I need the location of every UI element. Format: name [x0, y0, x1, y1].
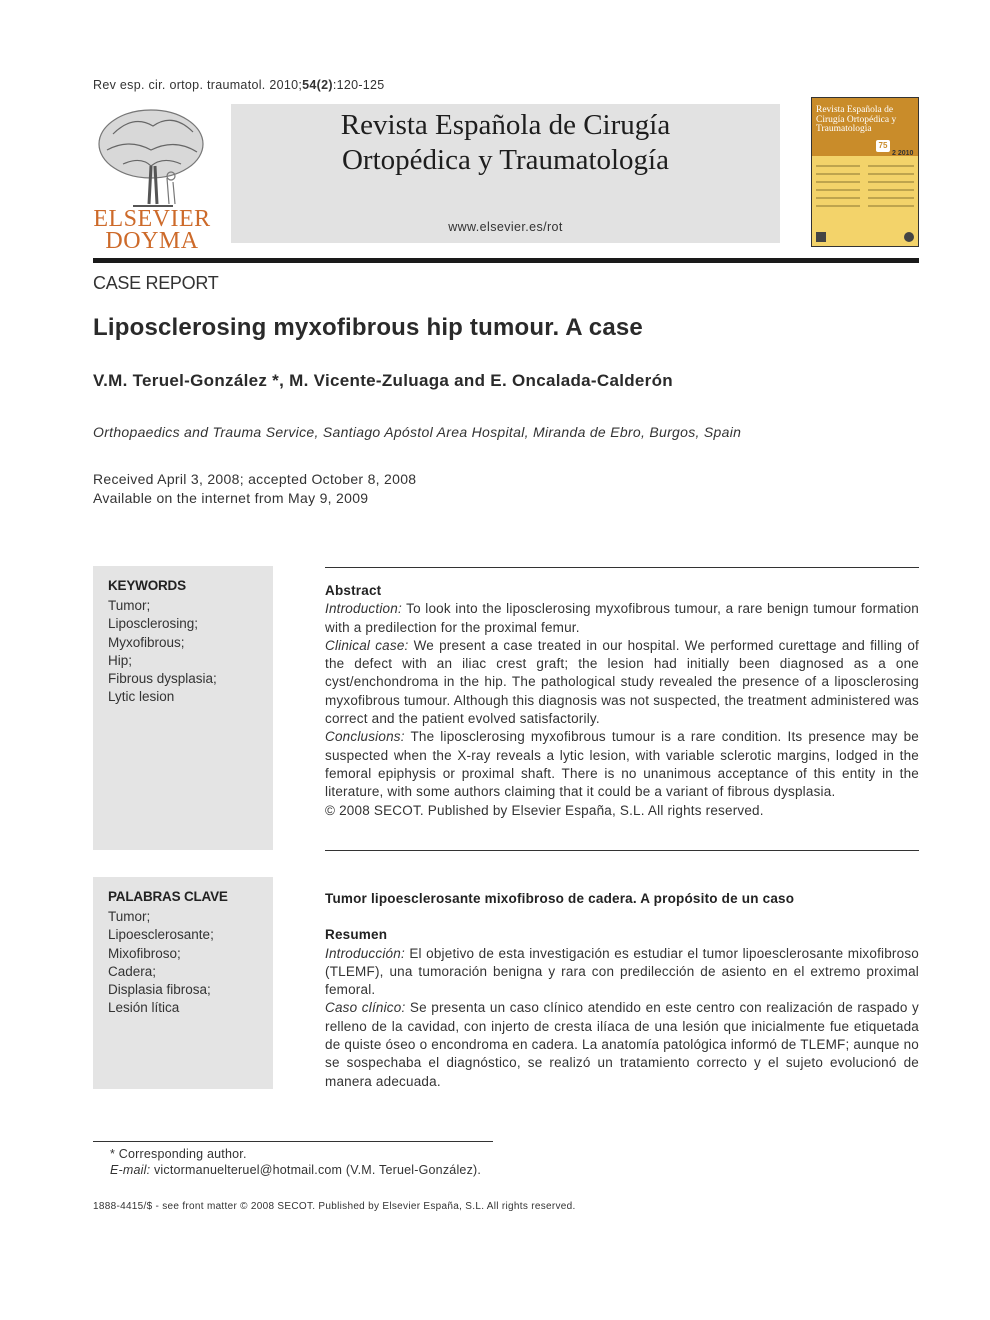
resumen-heading: Resumen [325, 927, 388, 943]
palabra-item: Displasia fibrosa; [108, 982, 211, 998]
journal-banner [231, 104, 780, 243]
cover-logo-right-icon [904, 232, 914, 242]
section-label: CASE REPORT [93, 273, 219, 293]
palabra-item: Lesión lítica [108, 1000, 180, 1016]
cover-logo-left-icon [816, 232, 826, 242]
keywords-heading: KEYWORDS [108, 578, 186, 593]
cover-header [812, 98, 918, 156]
cover-title: Revista Española de Cirugía Ortopédica y Traumatología [816, 105, 897, 134]
corresponding-email: E-mail: victormanuelteruel@hotmail.com (V.M. Teruel-González). [110, 1163, 482, 1177]
journal-title: Revista Española de Cirugía Ortopédica y Traumatología [340, 109, 671, 176]
footnote [110, 1146, 481, 1178]
resumen [325, 890, 919, 1091]
corresponding-author-note: * Corresponding author. [110, 1147, 247, 1161]
available-date: Available on the internet from May 9, 2009 [93, 490, 369, 506]
cover-contents-lines [816, 162, 916, 232]
keywords-box [93, 566, 273, 850]
abstract [325, 582, 919, 820]
received-date: Received April 3, 2008; accepted October 8, 2008 [93, 471, 417, 487]
abstract-top-rule [325, 567, 919, 568]
palabras-clave-heading: PALABRAS CLAVE [108, 889, 228, 904]
article-dates [93, 470, 416, 508]
elsevier-logo [93, 104, 211, 254]
header-rule [93, 258, 919, 263]
tree-icon [93, 104, 211, 216]
keyword-item: Tumor; [108, 598, 151, 613]
abstract-conclusions: Conclusions: The liposclerosing myxofibrous tumour is a rare condition. Its presence may be suspected when the X-ray reveals a lytic lesion, with variable sclerotic margins, lodged in the femoral epiphysis or proximal shaft. There is no unanimous acceptance of this entity in the literature, with some authors claiming that it could be a variant of fibrous dysplasia. [325, 729, 919, 800]
palabra-item: Lipoesclerosante; [108, 927, 214, 943]
abstract-introduction: Introduction: To look into the liposclerosing myxofibrous tumour, a rare benign tumour formation with a predilection for the proximal femur. [325, 601, 919, 635]
journal-cover-thumbnail [811, 97, 919, 247]
issn-line: 1888-4415/$ - see front matter © 2008 SECOT. Published by Elsevier España, S.L. All rights reserved. [93, 1201, 576, 1212]
keyword-item: Lytic lesion [108, 689, 175, 705]
cover-badge: 75 [876, 140, 890, 152]
keywords-list [108, 597, 217, 707]
palabra-item: Cadera; [108, 963, 157, 979]
palabra-item: Tumor; [108, 909, 151, 924]
resumen-introduccion: Introducción: El objetivo de esta investigación es estudiar el tumor lipoesclerosante mixofibroso (TLEMF), una tumoración benigna y rara con predilección de asiento en el extremo proximal femoral. [325, 945, 919, 998]
logo-text-elsevier: ELSEVIER [93, 206, 211, 232]
abstract-copyright: © 2008 SECOT. Published by Elsevier España, S.L. All rights reserved. [325, 802, 764, 818]
footnote-rule [93, 1141, 493, 1142]
keyword-item: Myxofibrous; [108, 634, 185, 650]
palabras-clave-list [108, 908, 214, 1018]
keyword-item: Hip; [108, 652, 133, 668]
cover-issue: 2 2010 [892, 150, 914, 157]
abstract-bottom-rule [325, 850, 919, 851]
abstract-clinical-case: Clinical case: We present a case treated in our hospital. We performed curettage and filling of the defect with an iliac crest graft; the lesion had initially been diagnosed as a one cyst/enchondroma in the hip. The pathological study revealed the presence of a liposclerosing myxofibrous tumour. Although this diagnosis was not suspected, the treatment administered was correct and the patient evolved satisfactorily. [325, 637, 919, 727]
resumen-caso-clinico: Caso clínico: Se presenta un caso clínico atendido en este centro con realización de raspado y relleno de la cavidad, con injerto de cresta ilíaca de una lesión que inicialmente fue etiquetada de quiste óseo o encondroma en cadera. La anatomía patológica informó de TLEMF; aunque no se sospechaba el diagnóstico, se realizó un tratamiento correcto y el sujeto evolucionó de manera adecuada. [325, 1000, 919, 1089]
keyword-item: Liposclerosing; [108, 616, 199, 632]
article-authors: V.M. Teruel-González *, M. Vicente-Zuluaga and E. Oncalada-Calderón [93, 371, 673, 390]
journal-citation: Rev esp. cir. ortop. traumatol. 2010;54(2):120-125 [93, 78, 385, 92]
keyword-item: Fibrous dysplasia; [108, 671, 217, 687]
article-affiliation: Orthopaedics and Trauma Service, Santiago Apóstol Area Hospital, Miranda de Ebro, Burgos, Spain [93, 424, 742, 440]
article-title: Liposclerosing myxofibrous hip tumour. A case [93, 314, 643, 341]
abstract-heading: Abstract [325, 583, 382, 598]
journal-url[interactable]: www.elsevier.es/rot [448, 220, 563, 234]
spanish-title: Tumor lipoesclerosante mixofibroso de cadera. A propósito de un caso [325, 891, 795, 906]
logo-text-doyma: DOYMA [105, 228, 199, 254]
palabra-item: Mixofibroso; [108, 945, 181, 961]
palabras-clave-box [93, 877, 273, 1089]
